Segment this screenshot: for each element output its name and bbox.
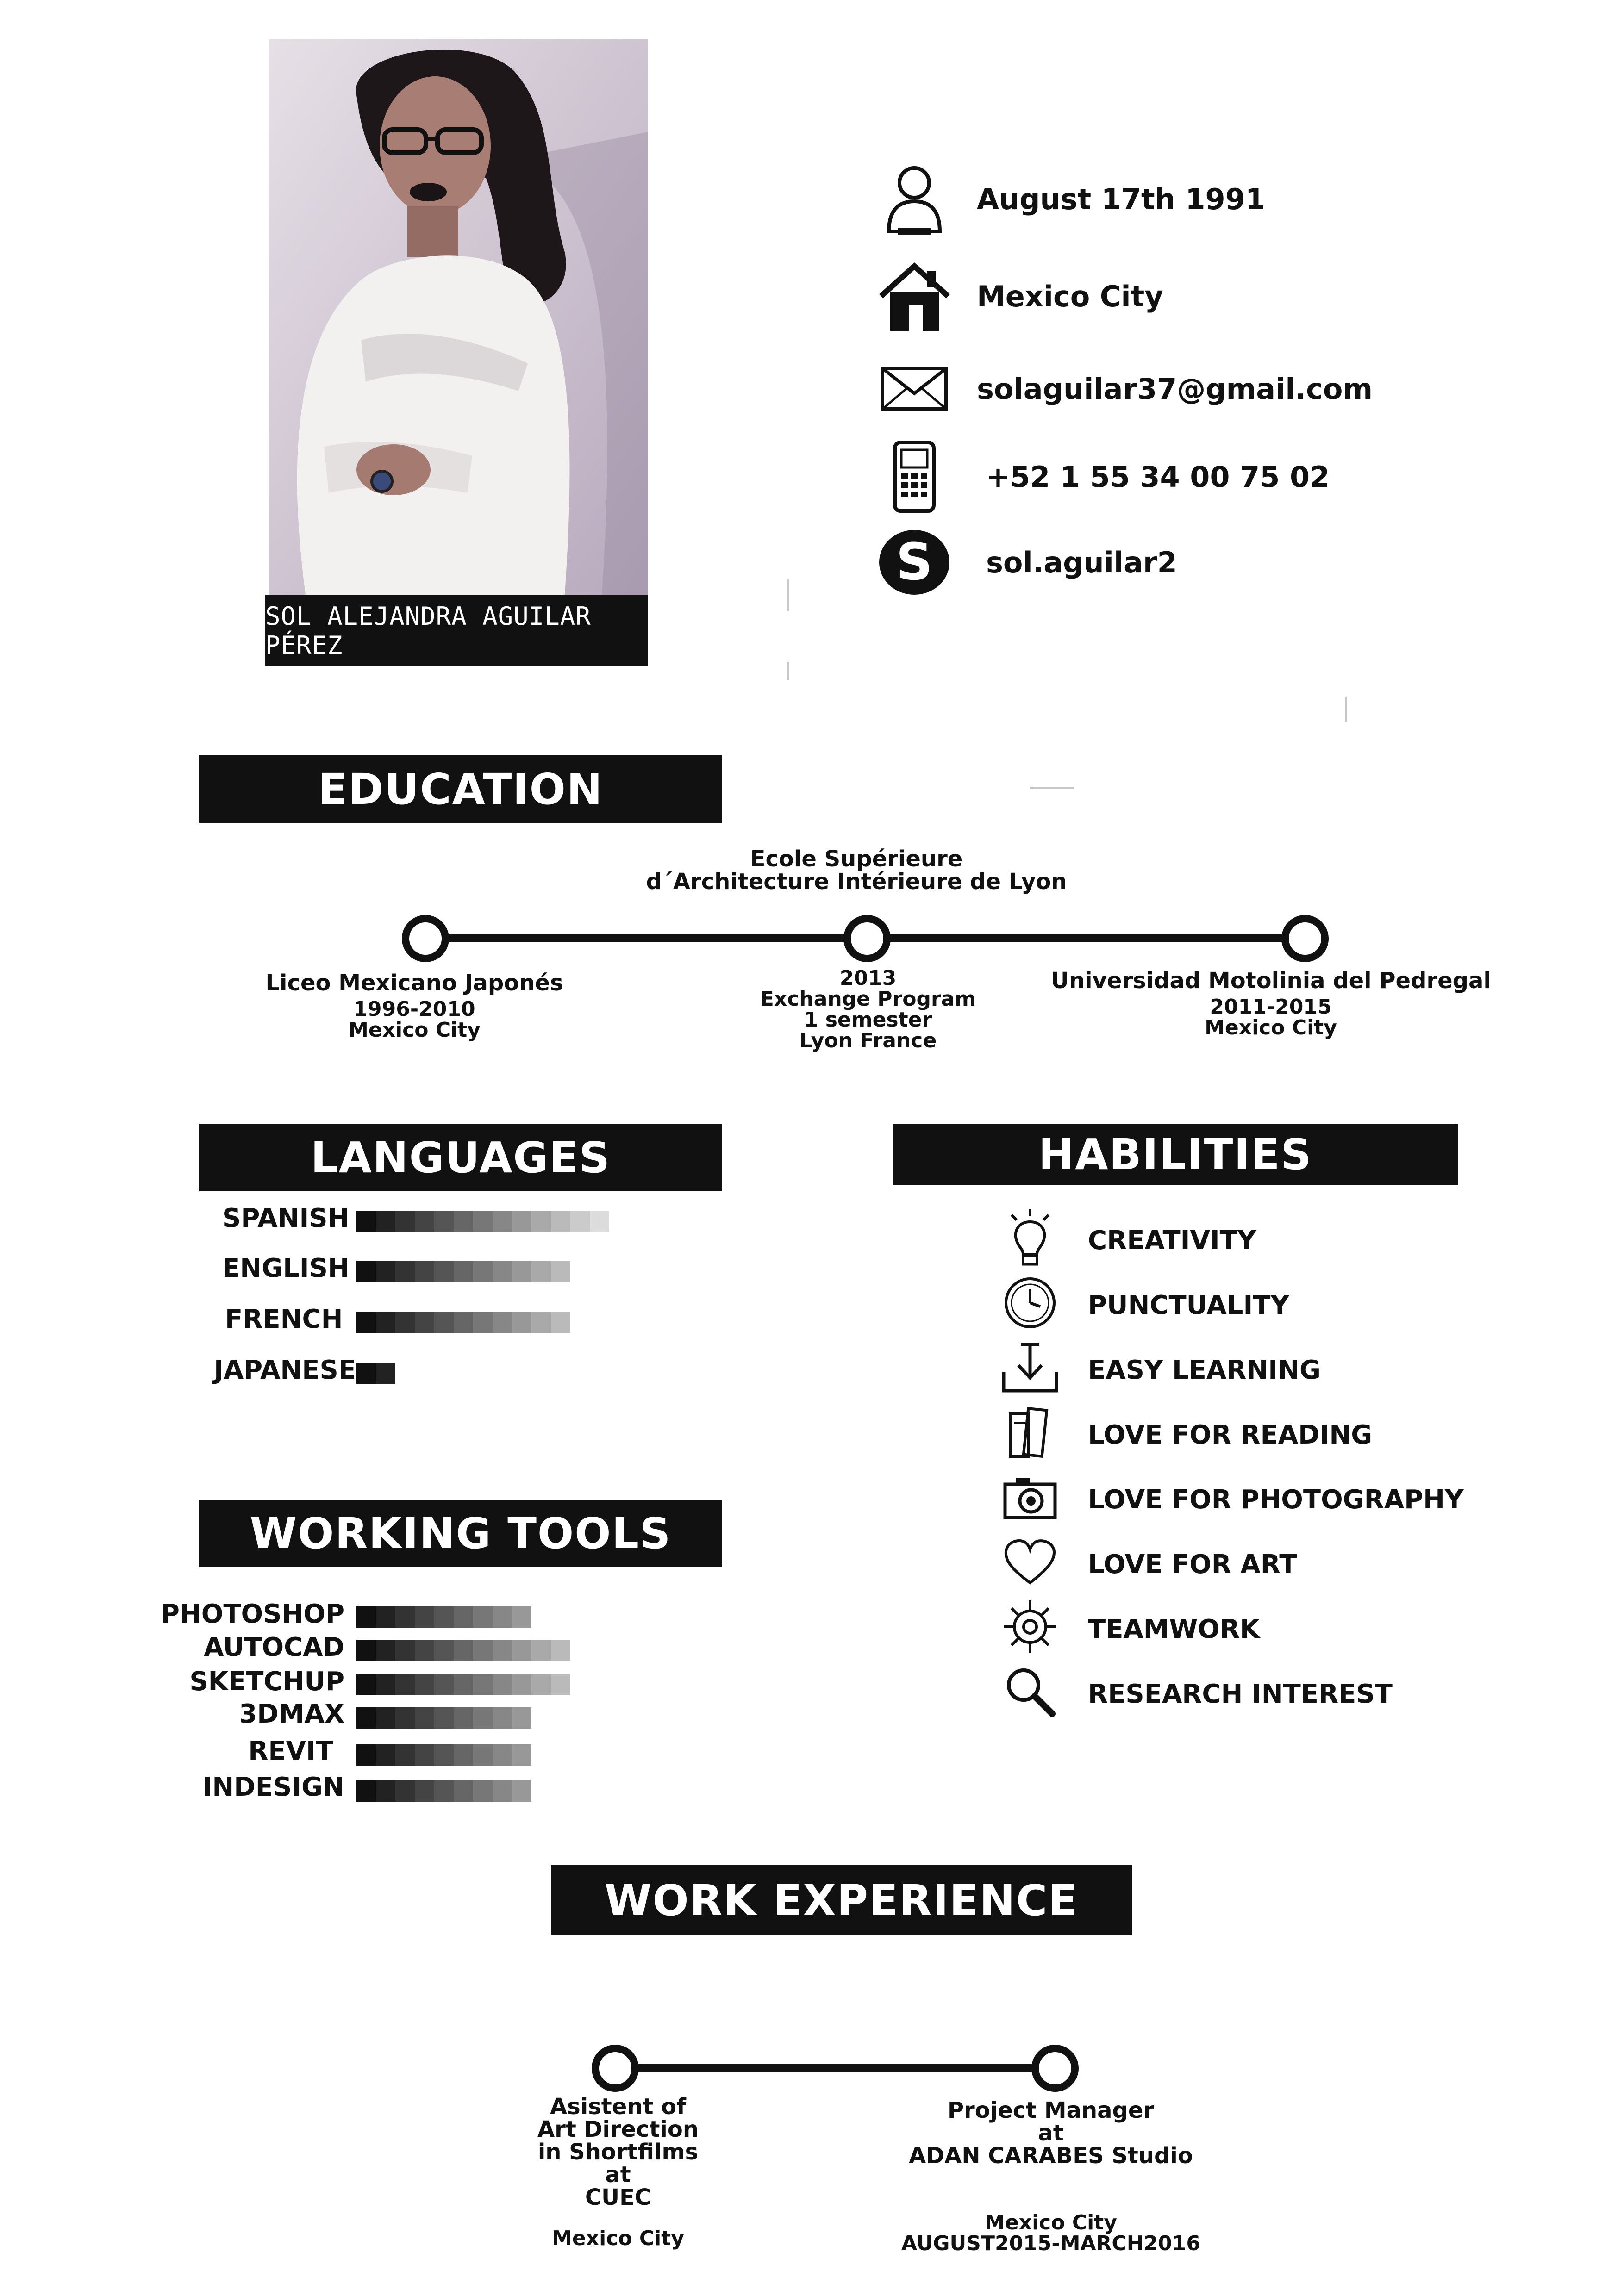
house-icon xyxy=(875,257,954,336)
school-name: Liceo Mexicano Japonés xyxy=(265,970,563,996)
skype-text: sol.aguilar2 xyxy=(986,545,1177,579)
school-detail: 2011-2015 xyxy=(1210,995,1332,1019)
bar-segment xyxy=(473,1674,493,1695)
language-level-bar xyxy=(356,1261,570,1282)
camera-icon xyxy=(1000,1467,1060,1527)
habilities-header xyxy=(893,1124,1458,1185)
bar-segment xyxy=(395,1640,415,1661)
email-text[interactable]: solaguilar37@gmail.com xyxy=(977,372,1373,406)
language-label: SPANISH xyxy=(222,1203,350,1233)
education-node-2 xyxy=(843,915,891,962)
bar-segment xyxy=(512,1211,531,1232)
work-experience-title: WORK EXPERIENCE xyxy=(604,1875,1079,1925)
bar-segment xyxy=(512,1312,531,1333)
bar-segment xyxy=(356,1312,376,1333)
bar-segment xyxy=(473,1707,493,1729)
bar-segment xyxy=(434,1606,454,1628)
work-timeline-line xyxy=(630,2064,1060,2072)
bar-segment xyxy=(454,1744,473,1766)
education-title: EDUCATION xyxy=(318,764,603,814)
working-tools-list xyxy=(160,1599,639,1817)
bar-segment xyxy=(531,1211,551,1232)
bar-segment xyxy=(376,1606,395,1628)
work-detail: at xyxy=(605,2161,631,2188)
bar-segment xyxy=(395,1261,415,1282)
tool-label: 3DMAX xyxy=(239,1699,344,1729)
language-label: FRENCH xyxy=(225,1304,343,1334)
bar-segment xyxy=(493,1211,512,1232)
bar-segment xyxy=(454,1312,473,1333)
education-item-3 xyxy=(1051,970,1491,1039)
bar-segment xyxy=(512,1606,531,1628)
school-name: Universidad Motolinia del Pedregal xyxy=(1051,968,1491,994)
bar-segment xyxy=(356,1780,376,1802)
bar-segment xyxy=(493,1780,512,1802)
bar-segment xyxy=(551,1674,570,1695)
bar-segment xyxy=(454,1606,473,1628)
contact-email xyxy=(875,349,1373,428)
bar-segment xyxy=(415,1707,434,1729)
bar-segment xyxy=(376,1211,395,1232)
work-detail: Art Direction xyxy=(537,2116,699,2142)
school-detail: Lyon France xyxy=(799,1028,937,1052)
bar-segment xyxy=(454,1707,473,1729)
envelope-icon xyxy=(875,349,954,428)
working-tools-header xyxy=(199,1500,722,1567)
hability-label: CREATIVITY xyxy=(1088,1226,1256,1256)
tool-label: SKETCHUP xyxy=(189,1667,344,1697)
stray-mark xyxy=(1030,787,1074,789)
work-item-2 xyxy=(870,2099,1231,2254)
bar-segment xyxy=(512,1707,531,1729)
bar-segment xyxy=(395,1707,415,1729)
bar-segment xyxy=(512,1261,531,1282)
bar-segment xyxy=(454,1674,473,1695)
contact-birthday xyxy=(875,160,1265,238)
bar-segment xyxy=(415,1261,434,1282)
tool-level-bar xyxy=(356,1780,531,1802)
lightbulb-icon xyxy=(1000,1208,1060,1268)
bar-segment xyxy=(512,1744,531,1766)
school-name-line: d´Architecture Intérieure de Lyon xyxy=(646,868,1067,895)
bar-segment xyxy=(512,1640,531,1661)
bar-segment xyxy=(376,1744,395,1766)
languages-header xyxy=(199,1124,722,1191)
tool-level-bar xyxy=(356,1606,531,1628)
work-node-2 xyxy=(1031,2045,1079,2092)
language-level-bar xyxy=(356,1363,395,1384)
bar-segment xyxy=(473,1211,493,1232)
bar-segment xyxy=(356,1640,376,1661)
hability-label: LOVE FOR PHOTOGRAPHY xyxy=(1088,1485,1464,1515)
education-node-3 xyxy=(1281,915,1329,962)
bar-segment xyxy=(434,1211,454,1232)
name-plate xyxy=(265,595,648,666)
bar-segment xyxy=(356,1261,376,1282)
bar-segment xyxy=(551,1640,570,1661)
bar-segment xyxy=(415,1211,434,1232)
bar-segment xyxy=(551,1211,570,1232)
bar-segment xyxy=(473,1744,493,1766)
bar-segment xyxy=(454,1261,473,1282)
clock-icon xyxy=(1000,1273,1060,1333)
work-detail: at xyxy=(1038,2120,1064,2146)
bar-segment xyxy=(551,1312,570,1333)
education-node-1 xyxy=(402,915,449,962)
bar-segment xyxy=(395,1674,415,1695)
bar-segment xyxy=(454,1211,473,1232)
school-detail: 2013 xyxy=(839,966,897,990)
bar-segment xyxy=(415,1640,434,1661)
bar-segment xyxy=(356,1363,376,1384)
stray-mark xyxy=(1345,697,1347,722)
tool-label: REVIT xyxy=(248,1736,333,1766)
work-item-1 xyxy=(479,2096,757,2249)
language-level-bar xyxy=(356,1312,570,1333)
stray-mark xyxy=(787,662,789,680)
bar-segment xyxy=(395,1211,415,1232)
bar-segment xyxy=(376,1363,395,1384)
hability-label: EASY LEARNING xyxy=(1088,1355,1321,1385)
work-experience-header xyxy=(551,1865,1132,1935)
work-detail: in Shortfilms xyxy=(537,2139,699,2165)
work-dates: AUGUST2015-MARCH2016 xyxy=(901,2231,1200,2255)
education-item-1 xyxy=(236,972,593,1041)
bar-segment xyxy=(493,1707,512,1729)
bar-segment xyxy=(434,1261,454,1282)
bar-segment xyxy=(434,1312,454,1333)
bar-segment xyxy=(356,1744,376,1766)
education-header xyxy=(199,755,722,823)
education-school-name-top xyxy=(625,848,1088,893)
stray-mark xyxy=(787,579,789,611)
bar-segment xyxy=(395,1606,415,1628)
work-place: Mexico City xyxy=(985,2210,1117,2234)
school-detail: Mexico City xyxy=(348,1018,481,1042)
school-name-line: Ecole Supérieure xyxy=(750,846,963,872)
bar-segment xyxy=(531,1640,551,1661)
bar-segment xyxy=(551,1261,570,1282)
portrait-illustration xyxy=(269,39,648,595)
tool-label: AUTOCAD xyxy=(204,1632,344,1662)
heart-icon xyxy=(1000,1532,1060,1592)
bar-segment xyxy=(376,1674,395,1695)
work-detail: ADAN CARABES Studio xyxy=(909,2142,1193,2169)
bar-segment xyxy=(415,1606,434,1628)
bar-segment xyxy=(356,1606,376,1628)
bar-segment xyxy=(512,1674,531,1695)
bar-segment xyxy=(473,1261,493,1282)
bar-segment xyxy=(415,1312,434,1333)
language-label: ENGLISH xyxy=(222,1253,350,1283)
bar-segment xyxy=(493,1261,512,1282)
bar-segment xyxy=(454,1780,473,1802)
bar-segment xyxy=(473,1780,493,1802)
school-detail: 1 semester xyxy=(804,1008,932,1032)
full-name: SOL ALEJANDRA AGUILAR PÉREZ xyxy=(265,601,591,660)
bar-segment xyxy=(531,1312,551,1333)
contact-skype xyxy=(875,523,1177,602)
bar-segment xyxy=(570,1211,590,1232)
bar-segment xyxy=(356,1674,376,1695)
bar-segment xyxy=(415,1780,434,1802)
bar-segment xyxy=(395,1780,415,1802)
bar-segment xyxy=(376,1312,395,1333)
bar-segment xyxy=(493,1674,512,1695)
tool-label: INDESIGN xyxy=(202,1772,344,1802)
work-detail: Asistent of xyxy=(550,2094,686,2120)
work-detail: CUEC xyxy=(585,2184,651,2210)
bar-segment xyxy=(493,1312,512,1333)
bar-segment xyxy=(434,1640,454,1661)
work-detail: Project Manager xyxy=(947,2097,1155,2123)
bar-segment xyxy=(415,1744,434,1766)
bar-segment xyxy=(454,1640,473,1661)
bar-segment xyxy=(395,1312,415,1333)
school-detail: Mexico City xyxy=(1205,1015,1337,1039)
bar-segment xyxy=(531,1261,551,1282)
bar-segment xyxy=(434,1744,454,1766)
bar-segment xyxy=(473,1606,493,1628)
bar-segment xyxy=(356,1707,376,1729)
tool-level-bar xyxy=(356,1744,531,1766)
bar-segment xyxy=(493,1606,512,1628)
tool-level-bar xyxy=(356,1640,570,1661)
skype-icon xyxy=(875,523,954,602)
school-detail: Exchange Program xyxy=(760,987,976,1011)
bar-segment xyxy=(376,1707,395,1729)
phone-text: +52 1 55 34 00 75 02 xyxy=(986,460,1330,494)
tool-level-bar xyxy=(356,1674,570,1695)
gear-icon xyxy=(1000,1597,1060,1657)
profile-photo xyxy=(269,39,648,595)
bar-segment xyxy=(590,1211,609,1232)
working-tools-title: WORKING TOOLS xyxy=(250,1508,672,1558)
bar-segment xyxy=(434,1674,454,1695)
bar-segment xyxy=(395,1744,415,1766)
bar-segment xyxy=(493,1744,512,1766)
languages-title: LANGUAGES xyxy=(310,1132,611,1182)
language-level-bar xyxy=(356,1211,609,1232)
svg-text:S: S xyxy=(896,532,933,591)
work-node-1 xyxy=(592,2045,639,2092)
work-place: Mexico City xyxy=(552,2226,684,2250)
hability-label: RESEARCH INTEREST xyxy=(1088,1679,1393,1709)
contact-phone xyxy=(875,437,1330,516)
habilities-title: HABILITIES xyxy=(1038,1129,1312,1179)
hability-label: LOVE FOR ART xyxy=(1088,1549,1297,1580)
bar-segment xyxy=(434,1780,454,1802)
bar-segment xyxy=(376,1640,395,1661)
person-icon xyxy=(875,160,954,238)
books-icon xyxy=(1000,1402,1060,1462)
bar-segment xyxy=(415,1674,434,1695)
birthday-text: August 17th 1991 xyxy=(977,182,1265,216)
habilities-list xyxy=(1000,1208,1532,1731)
bar-segment xyxy=(376,1780,395,1802)
language-label: JAPANESE xyxy=(214,1355,356,1385)
bar-segment xyxy=(512,1780,531,1802)
magnifier-icon xyxy=(1000,1661,1060,1722)
hability-label: LOVE FOR READING xyxy=(1088,1420,1373,1450)
bar-segment xyxy=(531,1674,551,1695)
school-detail: 1996-2010 xyxy=(353,997,475,1021)
bar-segment xyxy=(434,1707,454,1729)
bar-segment xyxy=(473,1312,493,1333)
contact-city xyxy=(875,257,1163,336)
bar-segment xyxy=(376,1261,395,1282)
city-text: Mexico City xyxy=(977,279,1163,313)
hability-label: TEAMWORK xyxy=(1088,1614,1260,1644)
cellphone-icon xyxy=(875,437,954,516)
hability-label: PUNCTUALITY xyxy=(1088,1290,1290,1320)
languages-list xyxy=(204,1203,667,1398)
bar-segment xyxy=(473,1640,493,1661)
bar-segment xyxy=(493,1640,512,1661)
tool-label: PHOTOSHOP xyxy=(160,1599,344,1629)
education-item-2 xyxy=(694,968,1042,1052)
download-icon xyxy=(1000,1338,1060,1398)
tool-level-bar xyxy=(356,1707,531,1729)
bar-segment xyxy=(356,1211,376,1232)
